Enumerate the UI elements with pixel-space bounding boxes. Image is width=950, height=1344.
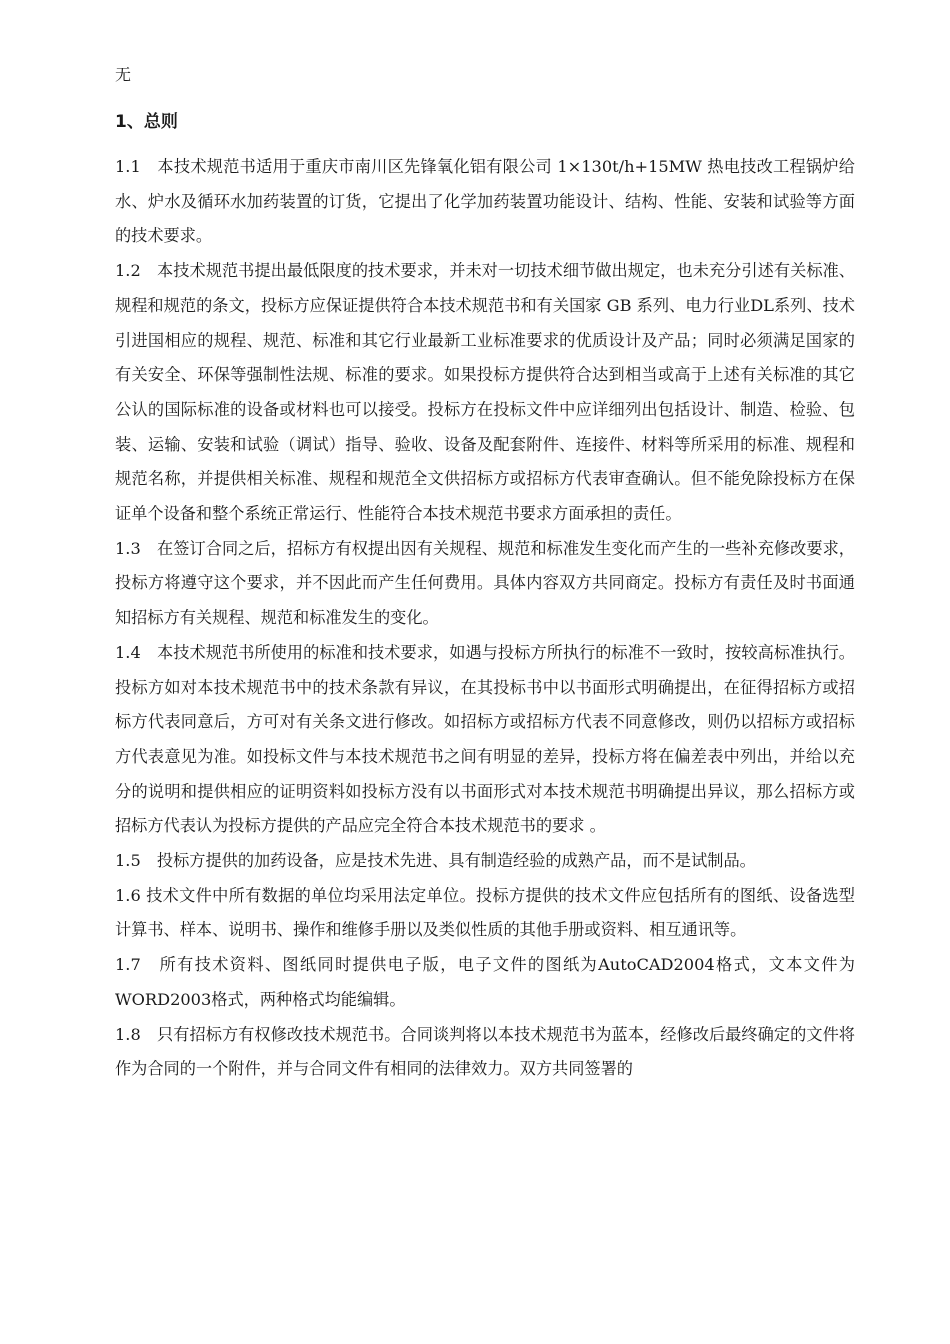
paragraph-1-6: 1.6 技术文件中所有数据的单位均采用法定单位。投标方提供的技术文件应包括所有的图纸、设备选型计算书、样本、说明书、操作和维修手册以及类似性质的其他手册或资料、相互通讯等。 (115, 885, 855, 940)
paragraph-1-8: 1.8 只有招标方有权修改技术规范书。合同谈判将以本技术规范书为蓝本，经修改后最终确定的文件将作为合同的一个附件，并与合同文件有相同的法律效力。双方共同签署的 (115, 1024, 855, 1079)
section-heading: 1、总则 (115, 112, 178, 132)
paragraph-1-2: 1.2 本技术规范书提出最低限度的技术要求，并未对一切技术细节做出规定，也未充分引述有关标准、规程和规范的条文，投标方应保证提供符合本技术规范书和有关国家 GB 系列、电力行业DL系列、技术引进国相应的规程、规范、标准和其它行业最新工业标准要求的优质设计及产品；同时必须满足国家的有关安全、环保等强制性法规、标准的要求。如果投标方提供符合达到相当或高于上述有关标准的其它公认的国际标准的设备或材料也可以接受。投标方在投标文件中应详细列出包括设计、制造、检验、包装、运输、安装和试验（调试）指导、验收、设备及配套附件、连接件、材料等所采用的标准、规程和规范名称，并提供相关标准、规程和规范全文供招标方或招标方代表审查确认。但不能免除投标方在保证单个设备和整个系统正常运行、性能符合本技术规范书要求方面承担的责任。 (115, 261, 855, 524)
paragraph-1-4: 1.4 本技术规范书所使用的标准和技术要求，如遇与投标方所执行的标准不一致时，按较高标准执行。投标方如对本技术规范书中的技术条款有异议，在其投标书中以书面形式明确提出，在征得招标方或招标方代表同意后，方可对有关条文进行修改。如招标方或招标方代表不同意修改，则仍以招标方或招标方代表意见为准。如投标文件与本技术规范书之间有明显的差异，投标方将在偏差表中列出，并给以充分的说明和提供相应的证明资料如投标方没有以书面形式对本技术规范书明确提出异议，那么招标方或招标方代表认为投标方提供的产品应完全符合本技术规范书的要求 。 (115, 642, 855, 836)
top-note: 无 (115, 65, 132, 84)
paragraph-1-7: 1.7 所有技术资料、图纸同时提供电子版，电子文件的图纸为AutoCAD2004格式，文本文件为WORD2003格式，两种格式均能编辑。 (115, 955, 855, 1009)
section-body (115, 150, 855, 1087)
paragraph-1-1: 1.1 本技术规范书适用于重庆市南川区先锋氧化铝有限公司 1×130t/h+15MW 热电技改工程锅炉给水、炉水及循环水加药装置的订货，它提出了化学加药装置功能设计、结构、性能、安装和试验等方面的技术要求。 (115, 157, 855, 246)
paragraph-1-5: 1.5 投标方提供的加药设备，应是技术先进、具有制造经验的成熟产品，而不是试制品。 (115, 851, 756, 871)
paragraph-1-3: 1.3 在签订合同之后，招标方有权提出因有关规程、规范和标准发生变化而产生的一些补充修改要求，投标方将遵守这个要求，并不因此而产生任何费用。具体内容双方共同商定。投标方有责任及时书面通知招标方有关规程、规范和标准发生的变化。 (115, 538, 855, 628)
